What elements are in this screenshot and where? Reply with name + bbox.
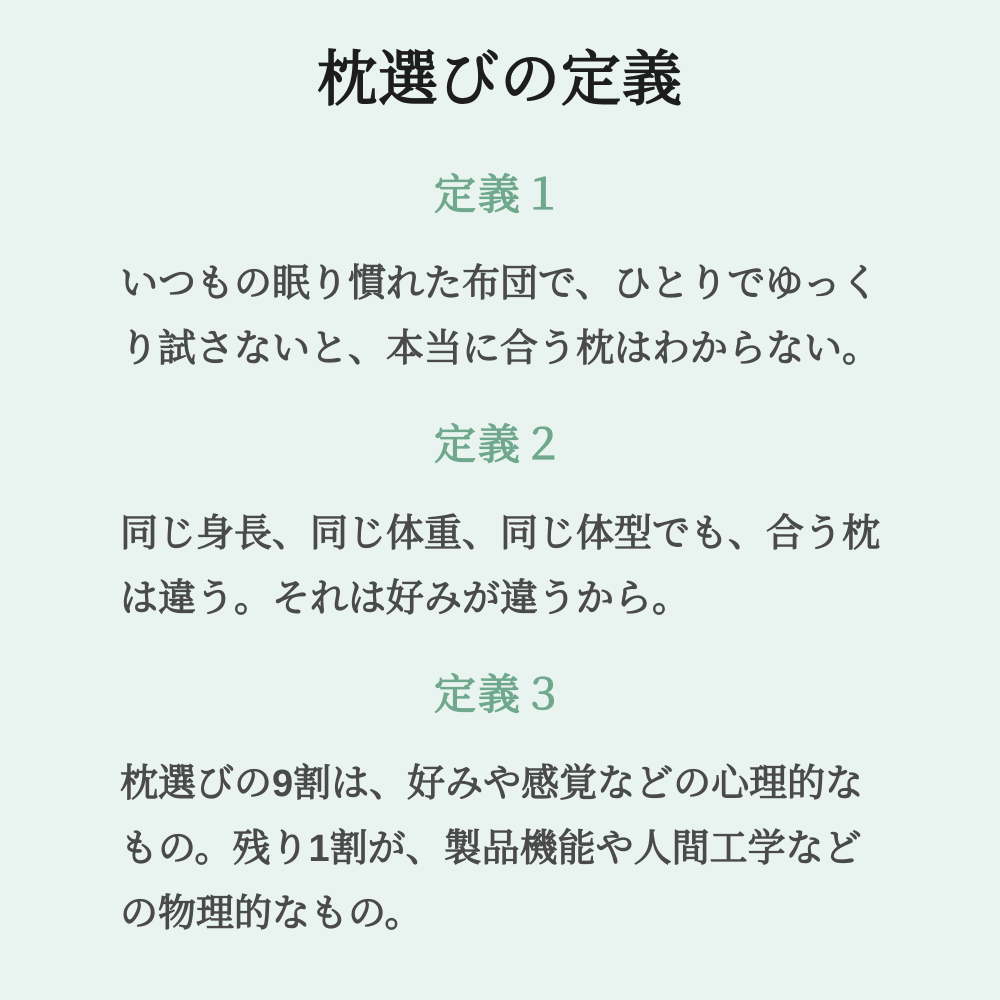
body-text-line: もの。残り1割が、製品機能や人間工学など (120, 828, 862, 870)
definition-section (120, 632, 880, 947)
definition-section (120, 382, 880, 632)
section-heading: 定義２ (433, 421, 566, 468)
definitions-page (120, 0, 880, 947)
definition-sections (120, 116, 880, 947)
body-text-line: 同じ身長、同じ体重、同じ体型でも、合う枕 (120, 513, 881, 555)
section-body (120, 252, 880, 382)
body-text-line: いつもの眠り慣れた布団で、ひとりでゆっく (120, 263, 879, 305)
body-text-line: の物理的なもの。 (120, 893, 423, 935)
page-title: 枕選びの定義 (317, 46, 683, 113)
section-body (120, 752, 880, 947)
body-text-line: 枕選びの9割は、好みや感覚などの心理的な (120, 763, 864, 805)
section-body (120, 502, 880, 632)
body-text-line: は違う。それは好みが違うから。 (120, 578, 691, 620)
body-text-line: り試さないと、本当に合う枕はわからない。 (120, 328, 881, 370)
section-heading: 定義３ (433, 671, 566, 718)
definition-section (120, 116, 880, 382)
section-heading: 定義１ (433, 171, 566, 218)
